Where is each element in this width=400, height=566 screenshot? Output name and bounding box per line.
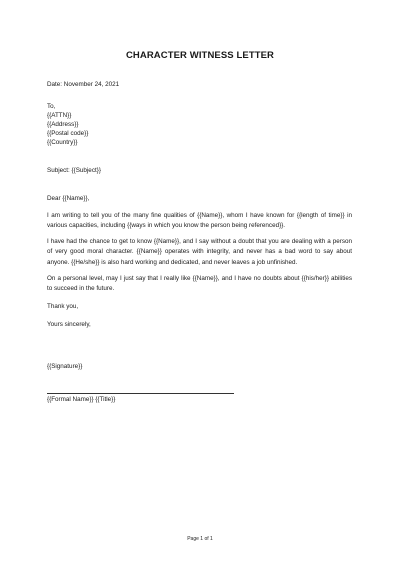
signature-line — [47, 393, 234, 394]
thanks-line: Thank you, — [47, 303, 79, 310]
page-number: Page 1 of 1 — [187, 536, 213, 542]
recipient-postal-code: {{Postal code}} — [47, 130, 89, 137]
body-paragraph: I am writing to tell you of the many fine qualities of {{Name}}, whom I have known for {{length of time}} in various capacities, including {{ways in which you know the person being referenced}}. — [47, 212, 352, 230]
recipient-address: {{Address}} — [47, 121, 79, 128]
recipient-attn: {{ATTN}} — [47, 112, 72, 119]
to-label: To, — [47, 103, 56, 110]
letter-title: CHARACTER WITNESS LETTER — [125, 50, 275, 61]
signer-name-title: {{Formal Name}} {{Title}} — [47, 396, 116, 403]
body-paragraph: On a personal level, may I just say that I really like {{Name}}, and I have no doubts about {{his/her}} abilities to succeed in the future. — [47, 275, 352, 293]
letter-date: Date: November 24, 2021 — [47, 81, 120, 88]
letter-subject: Subject: {{Subject}} — [47, 167, 101, 174]
closing-line: Yours sincerely, — [47, 321, 91, 328]
signature-placeholder: {{Signature}} — [47, 363, 83, 370]
body-paragraph: I have had the chance to get to know {{Name}}, and I say without a doubt that you are dealing with a person of very good moral character. {{Name}} operates with integrity, and never has a bad word to say about anyone. {{He/she}} is also hard working and dedicated, and never leaves a job unfinished. — [47, 238, 352, 266]
letter-greeting: Dear {{Name}}, — [47, 195, 90, 202]
recipient-country: {{Country}} — [47, 139, 78, 146]
